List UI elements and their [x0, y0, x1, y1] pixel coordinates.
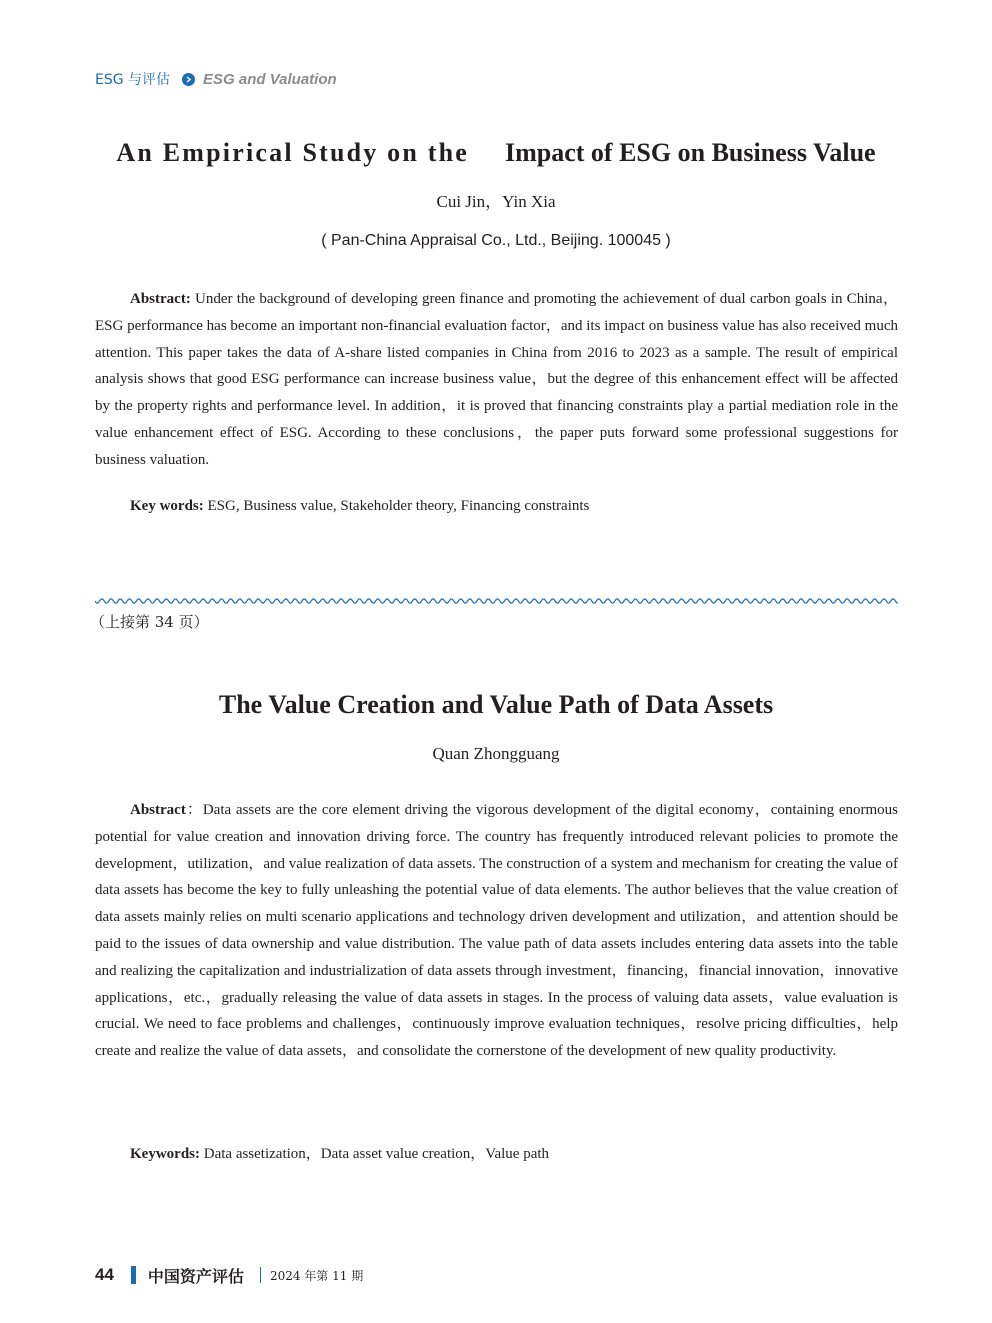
abstract-label: Abstract: [130, 802, 186, 818]
article2-authors: Quan Zhongguang: [432, 744, 560, 763]
footer-divider: [260, 1267, 261, 1283]
article2-abstract: [95, 797, 898, 1065]
article1-title-part2: Impact of ESG on Business Value: [505, 138, 876, 167]
footer-accent-bar: [131, 1266, 136, 1284]
article1-title: [0, 138, 992, 168]
keywords-text: Data assetization，Data asset value creation，Value path: [200, 1146, 550, 1162]
section-label-cn: ESG 与评估: [95, 72, 171, 88]
page-number: 44: [95, 1265, 114, 1284]
article1-title-part1: An Empirical Study on the: [116, 138, 469, 167]
keywords-label: Keywords:: [130, 1146, 200, 1162]
journal-name: 中国资产评估: [147, 1266, 244, 1286]
abstract-label: Abstract:: [130, 291, 191, 307]
running-header: [95, 68, 337, 90]
wavy-divider: [95, 596, 898, 606]
keywords-text: ESG, Business value, Stakeholder theory, Financing constraints: [203, 498, 590, 514]
article1-keywords: [130, 498, 589, 515]
issue-label: 2024 年第 11 期: [269, 1268, 364, 1283]
article1-authors: Cui Jin，Yin Xia: [436, 192, 556, 211]
article2-title: The Value Creation and Value Path of Data Assets: [218, 690, 774, 719]
chevron-right-icon: [182, 73, 195, 86]
abstract-text: Under the background of developing green finance and promoting the achievement of dual carbon goals in China，ESG performance has become an important non-financial evaluation factor，and its impact on business value has also received much attention. This paper takes the data of A-share listed companies in China from 2016 to 2023 as a sample. The result of empirical analysis shows that good ESG performance can increase business value，but the degree of this enhancement effect will be affected by the property rights and performance level. In addition，it is proved that financing constraints play a partial mediation role in the value enhancement effect of ESG. According to these conclusions，the paper puts forward some professional suggestions for business valuation.: [95, 291, 898, 468]
continuation-note: （上接第 34 页）: [90, 613, 209, 631]
article1-affiliation: ( Pan-China Appraisal Co., Ltd., Beijing. 100045 ): [321, 232, 671, 249]
keywords-label: Key words:: [130, 498, 204, 514]
abstract-text: ：Data assets are the core element driving the vigorous development of the digital economy，containing enormous potential for value creation and innovation driving force. The country has frequently introduced relevant policies to promote the development，utilization，and value realization of data assets. The construction of a system and mechanism for creating the value of data assets has become the key to fully unleashing the potential value of data elements. The author believes that the value creation of data assets mainly relies on multi scenario applications and technology driven development and utilization，and attention should be paid to the issues of data ownership and value distribution. The value path of data assets includes entering data assets into the table and realizing the capitalization and industrialization of data assets through investment，financing，financial innovation，innovative applications，etc.，gradually releasing the value of data assets in stages. In the process of valuing data assets，value evaluation is crucial. We need to face problems and challenges，continuously improve evaluation techniques，resolve pricing difficulties，help create and realize the value of data assets，and consolidate the cornerstone of the development of new quality productivity.: [95, 802, 898, 1060]
article2-keywords: [130, 1142, 549, 1163]
section-label-en: ESG and Valuation: [203, 70, 337, 88]
page-footer: [95, 1263, 363, 1287]
article1-abstract: [95, 286, 898, 474]
